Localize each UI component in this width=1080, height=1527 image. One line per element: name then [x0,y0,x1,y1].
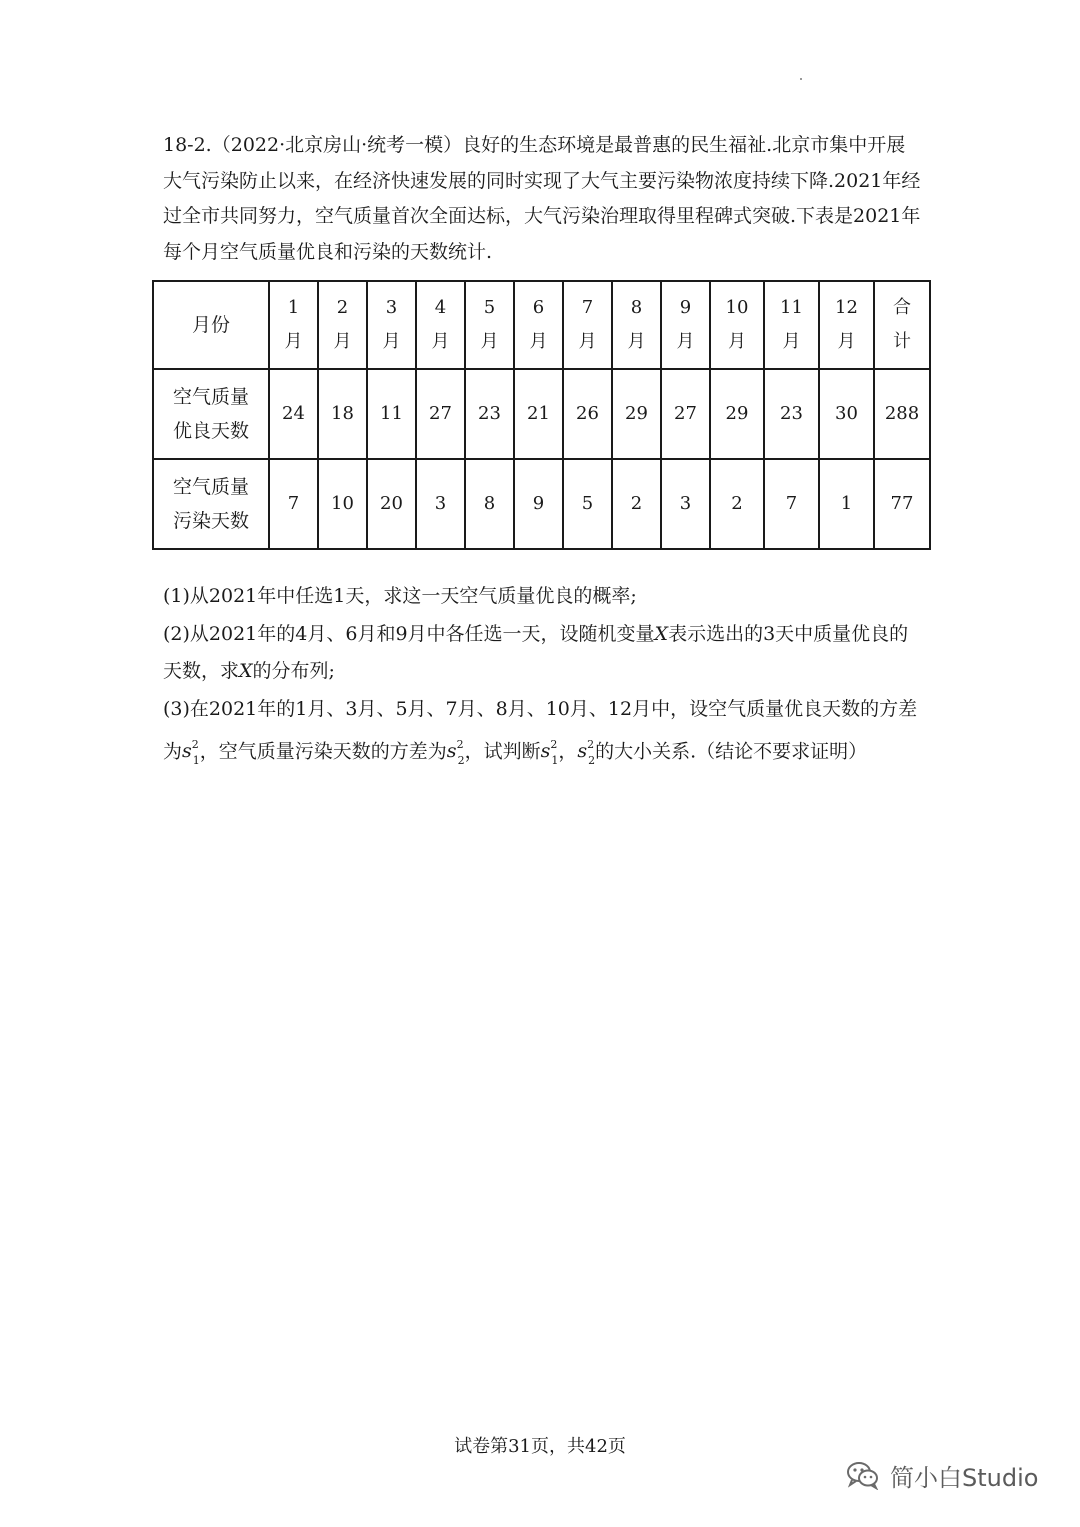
table-cell: 7 [764,459,819,549]
table-cell: 21 [514,369,563,459]
variable-x: X [654,622,669,645]
variance-s2: $s^2_2$ [446,738,465,768]
header-month-9: 9 月 [661,281,710,369]
table-cell: 24 [269,369,318,459]
header-month-5: 5 月 [465,281,514,369]
table-cell: 18 [318,369,367,459]
row-label-good-days: 空气质量 优良天数 [153,369,269,459]
variance-s2: $s^2_2$ [577,738,596,768]
table-cell: 2 [710,459,764,549]
problem-intro: 18-2.（2022·北京房山·统考一模）良好的生态环境是最普惠的民生福祉.北京市集中开展大气污染防止以来，在经济快速发展的同时实现了大气主要污染物浓度持续下降.2021年经过全市共同努力，空气质量首次全面达标，大气污染治理取得里程碑式突破.下表是2021年每个月空气质量优良和污染的天数统计. [163,134,921,263]
variance-s1: $s^2_1$ [540,738,559,768]
header-month-1: 1 月 [269,281,318,369]
table-cell: 27 [416,369,465,459]
air-quality-table [152,280,931,550]
header-month-label: 月份 [153,281,269,369]
variance-s1: $s^2_1$ [182,738,200,768]
row-label-polluted-days: 空气质量 污染天数 [153,459,269,549]
table-cell: 23 [764,369,819,459]
header-total: 合 计 [874,281,930,369]
wechat-icon [846,1460,880,1490]
table-cell-total: 288 [874,369,930,459]
table-cell: 1 [819,459,874,549]
header-month-2: 2 月 [318,281,367,369]
table-cell-total: 77 [874,459,930,549]
table-cell: 8 [465,459,514,549]
header-month-7: 7 月 [563,281,612,369]
table-cell: 20 [367,459,416,549]
table-cell: 10 [318,459,367,549]
question-1: (1)从2021年中任选1天，求这一天空气质量优良的概率; [163,585,637,607]
table-cell: 5 [563,459,612,549]
page-footer: 试卷第31页，共42页 [454,1436,626,1457]
header-month-11: 11 月 [764,281,819,369]
watermark-text: 简小白Studio [890,1463,1039,1492]
scan-speck [800,78,802,80]
variable-x: X [239,660,253,682]
table-cell: 3 [661,459,710,549]
table-cell: 11 [367,369,416,459]
header-month-8: 8 月 [612,281,661,369]
header-month-6: 6 月 [514,281,563,369]
header-month-10: 10 月 [710,281,764,369]
question-2: (2)从2021年的4月、6月和9月中各任选一天，设随机变量X表示选出的3天中质量优良的天数，求X的分布列; [163,622,909,682]
watermark [846,1455,1038,1495]
header-month-12: 12 月 [819,281,874,369]
question-3: (3)在2021年的1月、3月、5月、7月、8月、10月、12月中，设空气质量优良天数的方差为$s^2_1$，空气质量污染天数的方差为$s^2_2$，试判断$s^2_1$，$s^2_2$的大小关系.（结论不要求证明） [163,697,918,768]
table-row-polluted-days [153,459,930,549]
table-cell: 29 [710,369,764,459]
table-cell: 3 [416,459,465,549]
table-cell: 26 [563,369,612,459]
table-header-row [153,281,930,369]
header-month-3: 3 月 [367,281,416,369]
table-row-good-days [153,369,930,459]
table-cell: 27 [661,369,710,459]
table-cell: 29 [612,369,661,459]
question-list [163,578,923,778]
table-cell: 2 [612,459,661,549]
table-cell: 30 [819,369,874,459]
table-cell: 9 [514,459,563,549]
table-cell: 7 [269,459,318,549]
table-cell: 23 [465,369,514,459]
header-month-4: 4 月 [416,281,465,369]
